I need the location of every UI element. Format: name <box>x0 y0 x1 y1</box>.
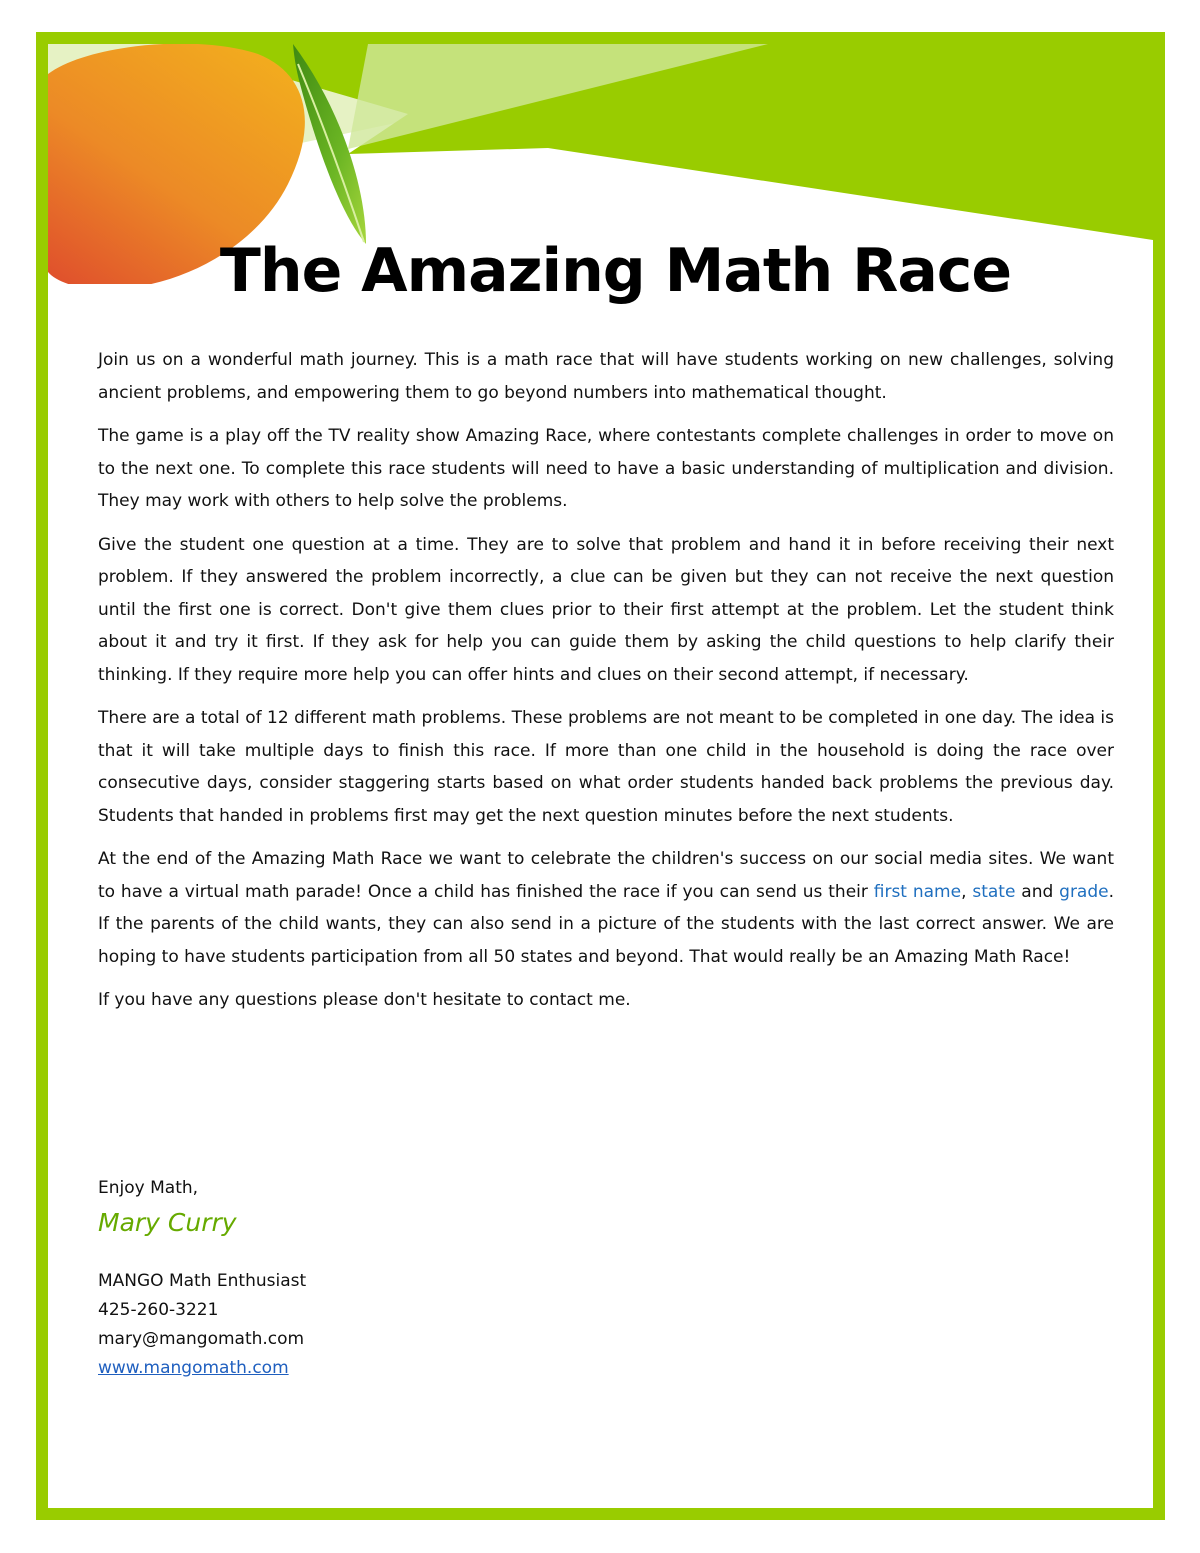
celebration-text-4: . If the parents of the child wants, they can also send in a picture of the students with the last correct answer. We are hoping to have students participation from all 50 states and beyond. That would really be an Amazing Math Race! <box>98 881 1115 967</box>
celebration-text-3: and <box>1015 881 1060 902</box>
state-highlight: state <box>972 881 1016 902</box>
letter-body <box>98 344 1114 1028</box>
sender-phone: 425-260-3221 <box>98 1300 219 1320</box>
grade-highlight: grade <box>1059 881 1109 902</box>
celebration-text-1: At the end of the Amazing Math Race we want to celebrate the children's success on our social media sites. We want to have a virtual math parade! Once a child has finished the race if you can send us their <box>98 849 1114 902</box>
paragraph-instructions: Give the student one question at a time. They are to solve that problem and hand it in before receiving their next problem. If they answered the problem incorrectly, a clue can be given but they can not receive the next question until the first one is correct. Don't give them clues prior to their first attempt at the problem. Let the student think about it and try it first. If they ask for help you can guide them by asking the child questions to help clarify their thinking. If they require more help you can offer hints and clues on their second attempt, if necessary. <box>98 534 1114 685</box>
first-name-highlight: first name <box>873 881 962 902</box>
paragraph-intro: Join us on a wonderful math journey. This is a math race that will have students working on new challenges, solving ancient problems, and empowering them to go beyond numbers into mathematical thought. <box>98 350 1114 403</box>
paragraph-problem-count: There are a total of 12 different math problems. These problems are not meant to be completed in one day. The idea is that it will take multiple days to finish this race. If more than one child in the household is doing the race over consecutive days, consider staggering starts based on what order students handed back problems the previous day. Students that handed in problems first may get the next question minutes before the next students. <box>98 708 1114 826</box>
paragraph-contact: If you have any questions please don't hesitate to contact me. <box>98 990 631 1010</box>
green-banner-shape <box>168 44 1153 240</box>
sender-email: mary@mangomath.com <box>98 1329 305 1349</box>
sender-role: MANGO Math Enthusiast <box>98 1271 307 1291</box>
paragraph-game-description: The game is a play off the TV reality show Amazing Race, where contestants complete challenges in order to move on to the next one. To complete this race students will need to have a basic understanding of multiplication and division. They may work with others to help solve the problems. <box>98 426 1114 511</box>
celebration-text-2: , <box>961 881 973 902</box>
letter-closing <box>98 1174 306 1383</box>
signature: Mary Curry <box>98 1208 237 1237</box>
page-title: The Amazing Math Race <box>219 236 1012 306</box>
page-frame <box>36 32 1165 1520</box>
paragraph-celebration <box>98 843 1114 973</box>
website-link[interactable]: www.mangomath.com <box>98 1358 289 1378</box>
salutation: Enjoy Math, <box>98 1178 199 1198</box>
